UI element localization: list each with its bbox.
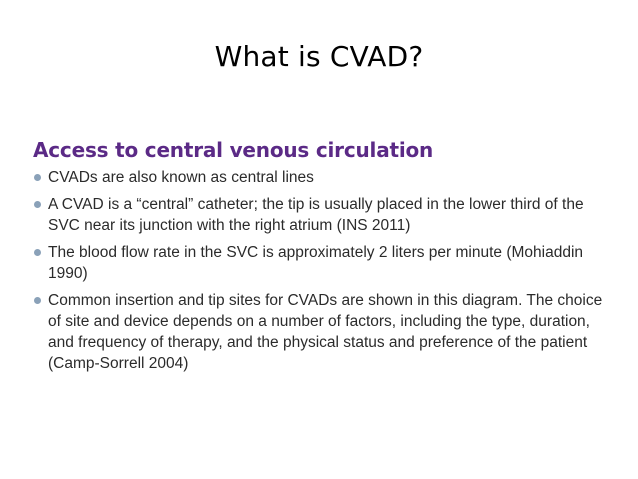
bullet-dot-icon: [34, 249, 41, 256]
bullet-item: [33, 167, 613, 188]
bullet-item: [33, 290, 613, 374]
bullet-text: A CVAD is a “central” catheter; the tip is usually placed in the lower third of the SVC near its junction with the right atrium (INS 2011): [48, 196, 584, 234]
section-heading: Access to central venous circulation: [33, 138, 434, 162]
bullet-text: CVADs are also known as central lines: [48, 169, 314, 186]
bullet-text: Common insertion and tip sites for CVADs are shown in this diagram. The choice of site and device depends on a number of factors, including the type, duration, and frequency of therapy, and the physical status and preference of the patient (Camp-Sorrell 2004): [48, 292, 603, 372]
bullet-list: [33, 167, 613, 374]
bullet-item: [33, 242, 613, 284]
bullet-dot-icon: [34, 174, 41, 181]
bullet-text: The blood flow rate in the SVC is approximately 2 liters per minute (Mohiaddin 1990): [48, 244, 584, 282]
bullet-dot-icon: [34, 297, 41, 304]
slide-content: [33, 138, 613, 380]
slide-title: What is CVAD?: [214, 40, 424, 73]
bullet-dot-icon: [34, 201, 41, 208]
bullet-item: [33, 194, 613, 236]
